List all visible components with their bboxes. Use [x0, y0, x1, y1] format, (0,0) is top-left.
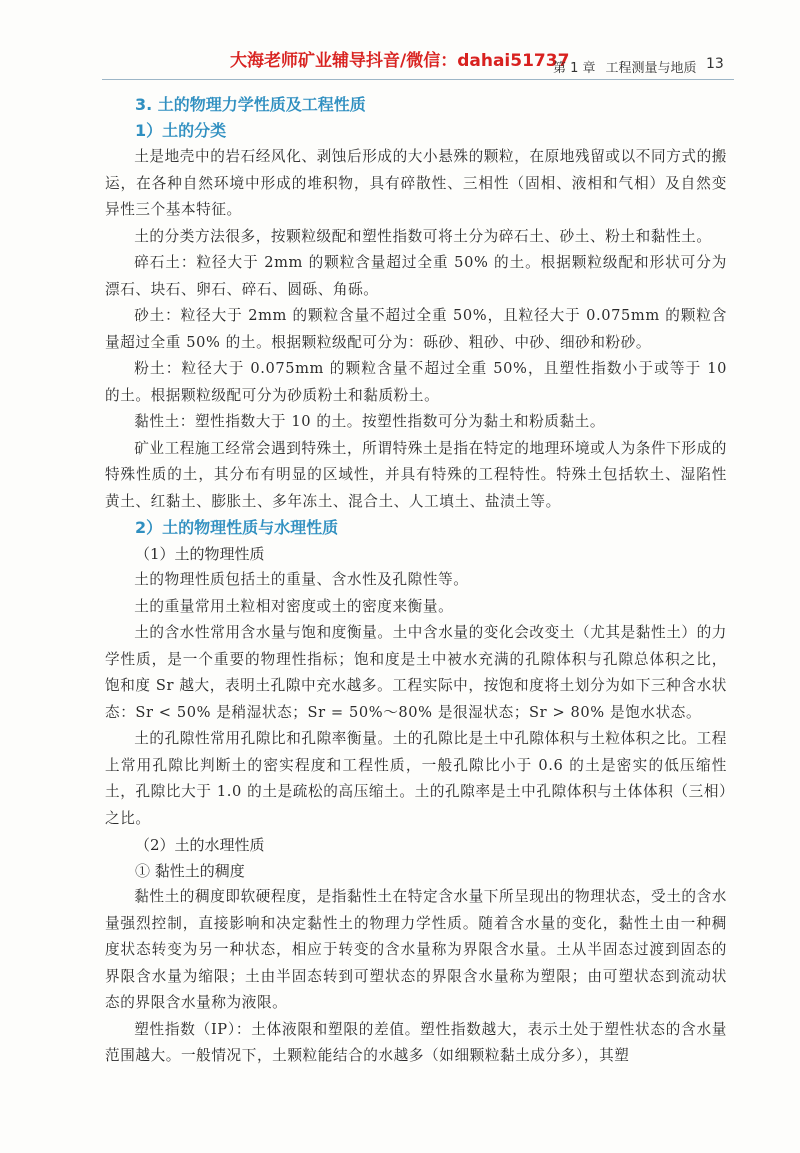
paragraph: 土的分类方法很多，按颗粒级配和塑性指数可将土分为碎石土、砂土、粉土和黏性土。	[134, 227, 712, 245]
section-heading: 3. 土的物理力学性质及工程性质	[135, 95, 366, 114]
paragraph: 塑性指数（IP）：土体液限和塑限的差值。塑性指数越大，表示土处于塑性状态的含水量范围越大。一般情况下，土颗粒能结合的水越多（如细颗粒黏土成分多），其塑	[105, 1020, 727, 1064]
chapter-title: 工程测量与地质	[605, 61, 697, 76]
page-body	[105, 92, 727, 1070]
paragraph: 砂土：粒径大于 2mm 的颗粒含量不超过全重 50%，且粒径大于 0.075mm 的颗粒含量超过全重 50% 的土。根据颗粒级配可分为：砾砂、粗砂、中砂、细砂和粉砂。	[105, 307, 727, 351]
subsection-heading-properties: 2）土的物理性质与水理性质	[135, 518, 339, 537]
paragraph: 碎石土：粒径大于 2mm 的颗粒含量超过全重 50% 的土。根据颗粒级配和形状可分为漂石、块石、卵石、碎石、圆砾、角砾。	[105, 254, 727, 298]
paragraph: 粉土：粒径大于 0.075mm 的颗粒含量不超过全重 50%，且塑性指数小于或等于 10 的土。根据颗粒级配可分为砂质粉土和黏质粉土。	[105, 360, 727, 404]
running-header	[553, 57, 697, 76]
paragraph: 土是地壳中的岩石经风化、剥蚀后形成的大小悬殊的颗粒，在原地残留或以不同方式的搬运，在各种自然环境中形成的堆积物，具有碎散性、三相性（固相、液相和气相）及自然变异性三个基本特征。	[105, 148, 727, 218]
page-header	[0, 0, 800, 90]
paragraph: 土的物理性质包括土的重量、含水性及孔隙性等。	[134, 571, 469, 588]
page-number: 13	[706, 56, 724, 72]
watermark-text: 大海老师矿业辅导抖音/微信：dahai51737	[230, 51, 570, 71]
item-heading-consistency: ① 黏性土的稠度	[135, 862, 245, 880]
paragraph: 黏性土：塑性指数大于 10 的土。按塑性指数可分为黏土和粉质黏土。	[134, 413, 606, 430]
part-heading-water: （2）土的水理性质	[135, 836, 265, 854]
paragraph: 黏性土的稠度即软硬程度，是指黏性土在特定含水量下所呈现出的物理状态，受土的含水量强烈控制，直接影响和决定黏性土的物理力学性质。随着含水量的变化，黏性土由一种稠度状态转变为另一种状态，相应于转变的含水量称为界限含水量。土从半固态过渡到固态的界限含水量为缩限；土由半固态转到可塑状态的界限含水量称为塑限；由可塑状态到流动状态的界限含水量称为液限。	[105, 888, 727, 1011]
part-heading-physical: （1）土的物理性质	[135, 545, 265, 563]
chapter-label: 第 1 章	[553, 61, 596, 76]
paragraph: 土的孔隙性常用孔隙比和孔隙率衡量。土的孔隙比是土中孔隙体积与土粒体积之比。工程上常用孔隙比判断土的密实程度和工程性质，一般孔隙比小于 0.6 的土是密实的低压缩性土，孔隙比大于 1.0 的土是疏松的高压缩土。土的孔隙率是土中孔隙体积与土体体积（三相）之比。	[105, 730, 727, 827]
paragraph: 土的含水性常用含水量与饱和度衡量。土中含水量的变化会改变土（尤其是黏性土）的力学性质，是一个重要的物理性指标；饱和度是土中被水充满的孔隙体积与孔隙总体积之比，饱和度 Sr 越大，表明土孔隙中充水越多。工程实际中，按饱和度将土划分为如下三种含水状态：Sr < 50% 是稍湿状态；Sr = 50%～80% 是很湿状态；Sr > 80% 是饱水状态。	[105, 624, 727, 721]
subsection-heading-classification: 1）土的分类	[135, 121, 227, 140]
paragraph: 土的重量常用土粒相对密度或土的密度来衡量。	[134, 597, 454, 615]
paragraph: 矿业工程施工经常会遇到特殊土，所谓特殊土是指在特定的地理环境或人为条件下形成的特殊性质的土，其分布有明显的区域性，并具有特殊的工程特性。特殊土包括软土、湿陷性黄土、红黏土、膨胀土、多年冻土、混合土、人工填土、盐渍土等。	[105, 439, 727, 510]
header-divider	[102, 79, 734, 80]
